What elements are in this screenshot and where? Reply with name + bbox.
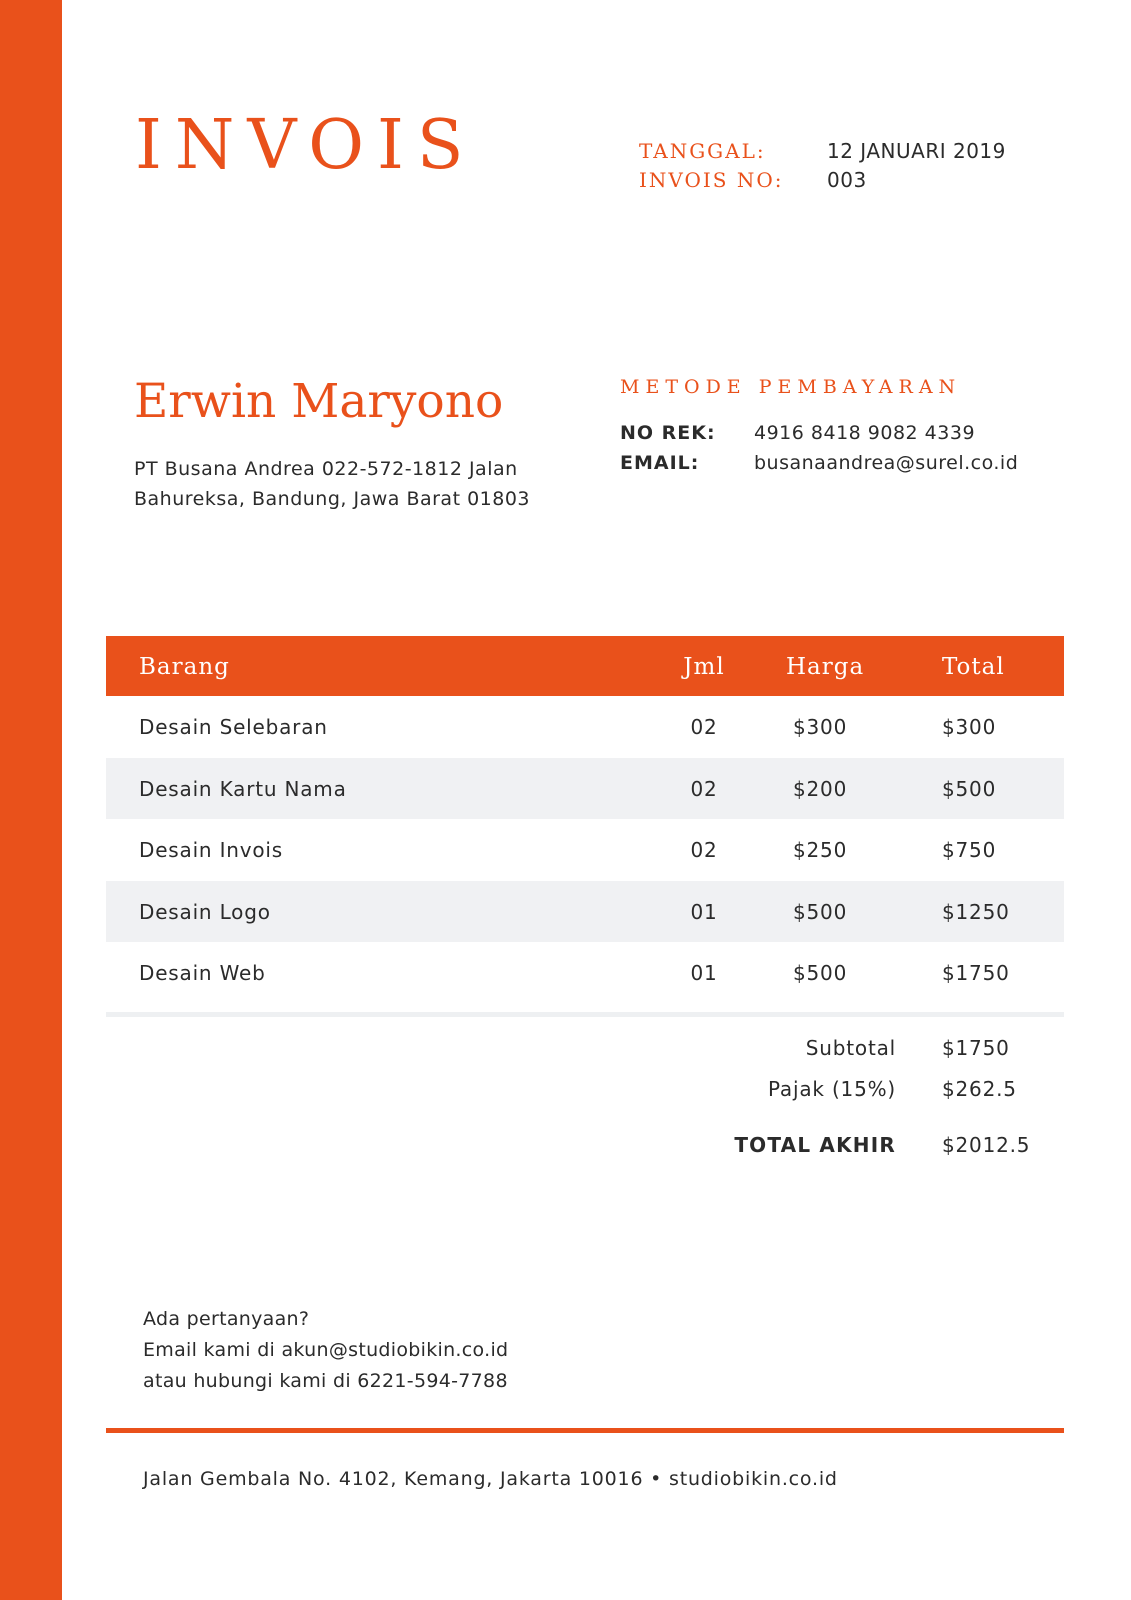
summary bbox=[600, 1030, 1064, 1168]
document-title: INVOIS bbox=[135, 106, 477, 185]
email-label: EMAIL: bbox=[620, 452, 700, 474]
subtotal-row bbox=[600, 1030, 1064, 1071]
email-value: busanaandrea@surel.co.id bbox=[754, 452, 1019, 474]
account-value: 4916 8418 9082 4339 bbox=[754, 422, 976, 444]
row-total: $1750 bbox=[942, 961, 1010, 985]
contact-email: Email kami di akun@studiobikin.co.id bbox=[143, 1339, 509, 1361]
row-qty: 01 bbox=[690, 899, 718, 924]
row-price: $300 bbox=[793, 715, 848, 739]
invoice-meta bbox=[639, 136, 1059, 194]
invoice-number-value: 003 bbox=[827, 167, 867, 192]
contact-phone: atau hubungi kami di 6221-594-7788 bbox=[143, 1370, 508, 1392]
invoice-number-row bbox=[639, 165, 1059, 194]
row-total: $1250 bbox=[942, 899, 1010, 924]
items-table bbox=[106, 636, 1064, 1004]
table-header bbox=[106, 636, 1064, 696]
column-header-price: Harga bbox=[786, 654, 865, 680]
row-qty: 01 bbox=[690, 961, 718, 985]
row-price: $500 bbox=[793, 961, 848, 985]
grand-total-value: $2012.5 bbox=[942, 1133, 1031, 1157]
client-name: Erwin Maryono bbox=[134, 374, 504, 429]
row-qty: 02 bbox=[690, 776, 718, 801]
account-label: NO REK: bbox=[620, 422, 716, 444]
row-total: $300 bbox=[942, 715, 997, 739]
subtotal-value: $1750 bbox=[942, 1036, 1010, 1060]
account-row bbox=[620, 418, 1080, 448]
date-value: 12 JANUARI 2019 bbox=[827, 138, 1006, 163]
table-row bbox=[106, 819, 1064, 881]
client-address: PT Busana Andrea 022-572-1812 Jalan Bahureksa, Bandung, Jawa Barat 01803 bbox=[134, 458, 531, 510]
row-total: $750 bbox=[942, 838, 997, 862]
row-price: $250 bbox=[793, 838, 848, 862]
row-item: Desain Logo bbox=[139, 899, 271, 924]
column-header-qty: Jml bbox=[683, 654, 725, 680]
row-item: Desain Web bbox=[139, 961, 266, 985]
contact-block bbox=[143, 1304, 508, 1397]
table-divider bbox=[106, 1012, 1064, 1017]
column-header-item: Barang bbox=[139, 654, 230, 680]
footer-address: Jalan Gembala No. 4102, Kemang, Jakarta 10016 • studiobikin.co.id bbox=[143, 1468, 838, 1490]
contact-question: Ada pertanyaan? bbox=[143, 1308, 310, 1330]
date-label: TANGGAL: bbox=[639, 138, 766, 163]
payment-heading: METODE PEMBAYARAN bbox=[620, 376, 962, 398]
table-row bbox=[106, 696, 1064, 758]
footer-divider bbox=[106, 1428, 1064, 1433]
accent-side-bar bbox=[0, 0, 62, 1600]
row-qty: 02 bbox=[690, 838, 718, 862]
tax-value: $262.5 bbox=[942, 1077, 1017, 1101]
grand-total-row bbox=[600, 1127, 1064, 1168]
row-price: $500 bbox=[793, 899, 848, 924]
column-header-total: Total bbox=[942, 654, 1005, 680]
payment-details bbox=[620, 418, 1080, 478]
table-row bbox=[106, 881, 1064, 943]
row-item: Desain Kartu Nama bbox=[139, 776, 347, 801]
grand-total-label: TOTAL AKHIR bbox=[734, 1133, 896, 1157]
row-qty: 02 bbox=[690, 715, 718, 739]
table-row bbox=[106, 758, 1064, 820]
subtotal-label: Subtotal bbox=[805, 1036, 896, 1060]
tax-row bbox=[600, 1071, 1064, 1112]
row-total: $500 bbox=[942, 776, 997, 801]
email-row bbox=[620, 448, 1080, 478]
row-item: Desain Invois bbox=[139, 838, 283, 862]
table-row bbox=[106, 942, 1064, 1004]
invoice-number-label: INVOIS NO: bbox=[639, 167, 784, 192]
row-price: $200 bbox=[793, 776, 848, 801]
tax-label: Pajak (15%) bbox=[767, 1077, 896, 1101]
row-item: Desain Selebaran bbox=[139, 715, 328, 739]
date-row bbox=[639, 136, 1059, 165]
